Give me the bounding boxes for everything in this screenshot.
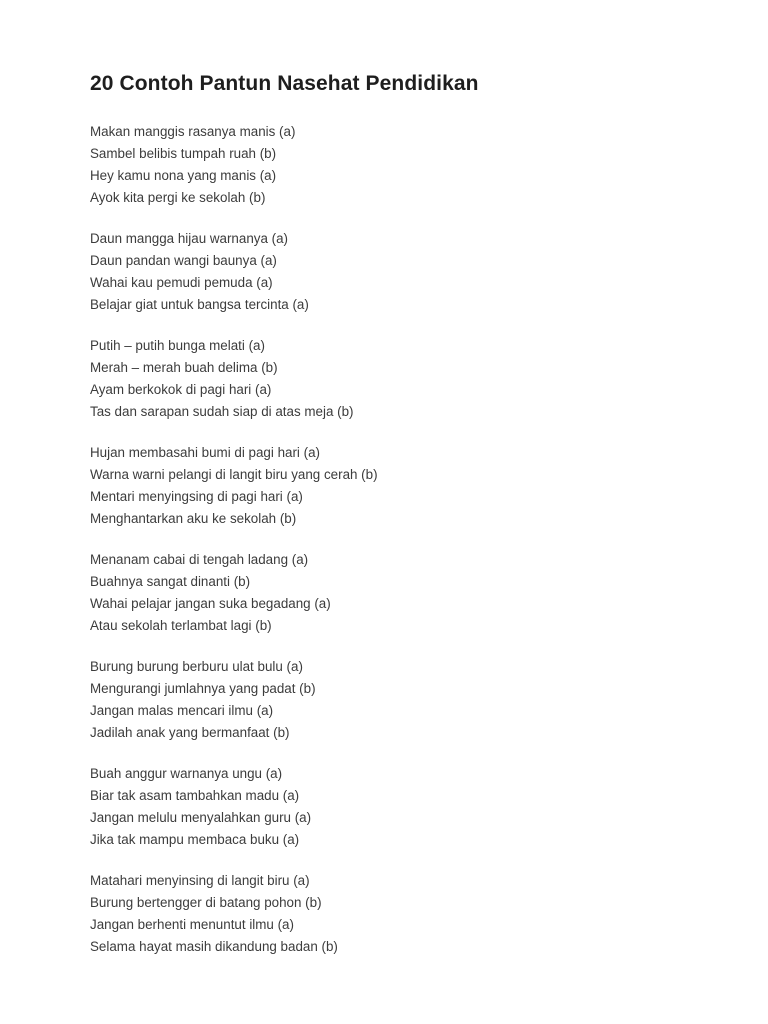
pantun-line: Biar tak asam tambahkan madu (a) (90, 788, 300, 803)
pantun-line: Wahai kau pemudi pemuda (a) (90, 275, 273, 290)
pantun-line: Warna warni pelangi di langit biru yang cerah (b) (90, 467, 378, 482)
pantun-list (90, 121, 710, 958)
pantun-line: Selama hayat masih dikandung badan (b) (90, 939, 338, 954)
pantun-line: Daun pandan wangi baunya (a) (90, 253, 277, 268)
pantun-line: Jangan malas mencari ilmu (a) (90, 703, 274, 718)
pantun-line: Ayam berkokok di pagi hari (a) (90, 382, 272, 397)
pantun-line: Jangan melulu menyalahkan guru (a) (90, 810, 312, 825)
pantun-line: Daun mangga hijau warnanya (a) (90, 231, 289, 246)
pantun-line: Putih – putih bunga melati (a) (90, 338, 265, 353)
pantun-line: Sambel belibis tumpah ruah (b) (90, 146, 277, 161)
pantun-line: Belajar giat untuk bangsa tercinta (a) (90, 297, 309, 312)
pantun-stanza-1 (90, 121, 710, 209)
pantun-line: Makan manggis rasanya manis (a) (90, 124, 296, 139)
pantun-line: Jadilah anak yang bermanfaat (b) (90, 725, 290, 740)
pantun-line: Ayok kita pergi ke sekolah (b) (90, 190, 266, 205)
pantun-line: Hujan membasahi bumi di pagi hari (a) (90, 445, 320, 460)
pantun-stanza-4 (90, 442, 710, 530)
pantun-line: Matahari menyinsing di langit biru (a) (90, 873, 310, 888)
pantun-line: Jika tak mampu membaca buku (a) (90, 832, 300, 847)
pantun-line: Merah – merah buah delima (b) (90, 360, 278, 375)
pantun-line: Mentari menyingsing di pagi hari (a) (90, 489, 303, 504)
pantun-line: Menghantarkan aku ke sekolah (b) (90, 511, 297, 526)
pantun-line: Burung bertengger di batang pohon (b) (90, 895, 322, 910)
pantun-line: Wahai pelajar jangan suka begadang (a) (90, 596, 331, 611)
pantun-line: Tas dan sarapan sudah siap di atas meja (b) (90, 404, 354, 419)
pantun-line: Mengurangi jumlahnya yang padat (b) (90, 681, 316, 696)
pantun-stanza-5 (90, 549, 710, 637)
pantun-line: Hey kamu nona yang manis (a) (90, 168, 277, 183)
pantun-line: Atau sekolah terlambat lagi (b) (90, 618, 272, 633)
pantun-stanza-2 (90, 228, 710, 316)
pantun-stanza-8 (90, 870, 710, 958)
pantun-line: Buah anggur warnanya ungu (a) (90, 766, 283, 781)
document-title: 20 Contoh Pantun Nasehat Pendidikan (90, 72, 479, 95)
document-page (90, 70, 710, 977)
pantun-line: Buahnya sangat dinanti (b) (90, 574, 251, 589)
pantun-line: Jangan berhenti menuntut ilmu (a) (90, 917, 294, 932)
pantun-stanza-7 (90, 763, 710, 851)
pantun-line: Menanam cabai di tengah ladang (a) (90, 552, 309, 567)
pantun-stanza-3 (90, 335, 710, 423)
pantun-stanza-6 (90, 656, 710, 744)
pantun-line: Burung burung berburu ulat bulu (a) (90, 659, 303, 674)
